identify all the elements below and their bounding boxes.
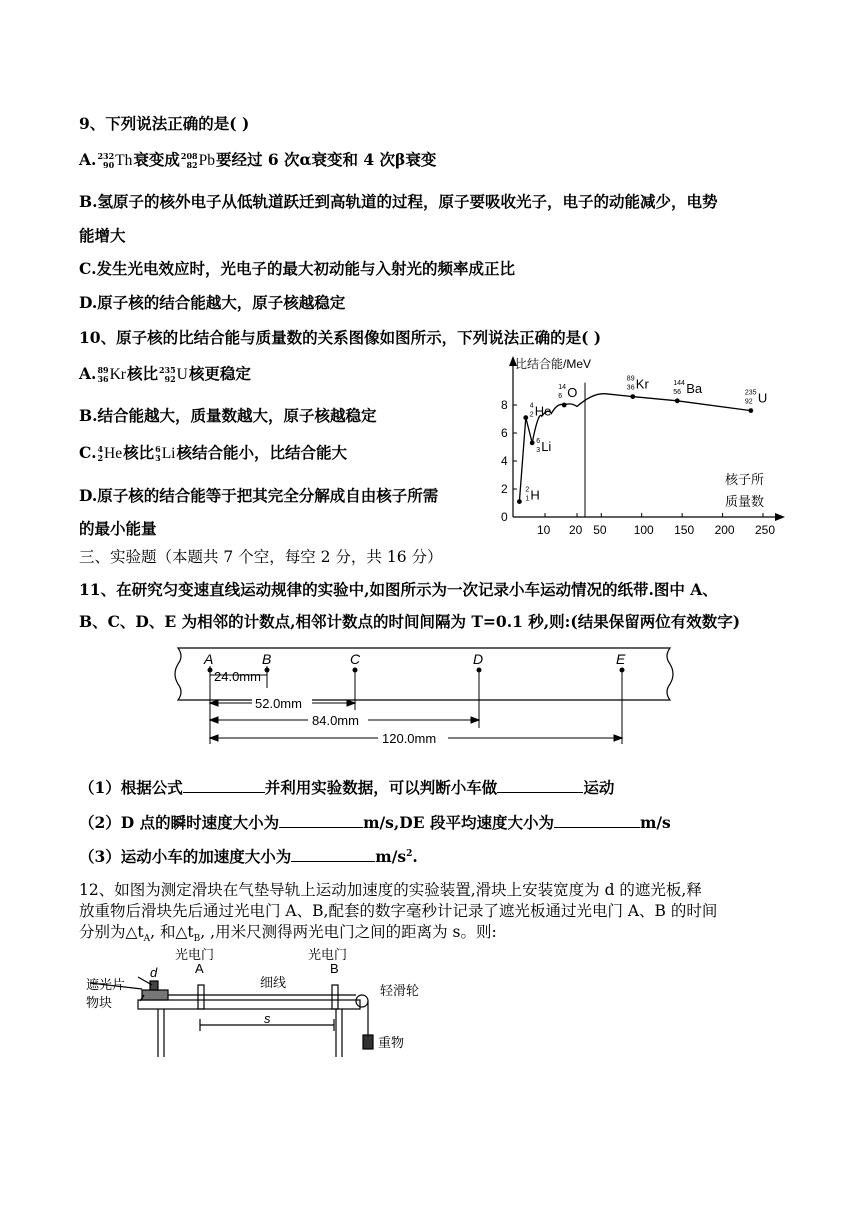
- gate-a-label: 光电门: [175, 947, 215, 962]
- air-track-figure: [80, 945, 500, 1065]
- q12-line1: 12、如图为测定滑块在气垫导轨上运动加速度的实验装置,滑块上安装宽度为 d 的遮光板,释: [79, 881, 702, 899]
- chart-label-ba: Ba: [686, 380, 703, 396]
- chart-label-o: O: [567, 385, 578, 400]
- chart-label-mass-li: 6: [536, 437, 541, 445]
- q10-option-d-line2: 的最小能量: [79, 519, 157, 538]
- string-label: 细线: [260, 975, 287, 990]
- slider-block: [142, 990, 168, 1000]
- q10-option-b: B.结合能越大，质量数越大，原子核越稳定: [79, 406, 377, 425]
- q11-part1: （1）根据公式 并利用实验数据，可以判断小车做 运动: [79, 778, 615, 797]
- chart-xtick-4: 150: [674, 523, 695, 537]
- tape-dist-52: 52.0mm: [255, 696, 302, 711]
- q11-blank-vd[interactable]: [279, 813, 363, 828]
- q11-blank-motion[interactable]: [497, 778, 583, 793]
- tape-dist-24: 24.0mm: [214, 669, 261, 684]
- gate-a-letter: A: [195, 961, 204, 976]
- q11-blank-accel[interactable]: [291, 847, 375, 862]
- q10-iso-kr: 89 36 Kr: [97, 365, 126, 384]
- pulley: [356, 995, 368, 1007]
- tape-label-b: B: [262, 651, 272, 667]
- chart-xtick-6: 250: [755, 523, 776, 537]
- chart-label-u: U: [757, 390, 768, 406]
- gate-a-post: [198, 985, 204, 1009]
- chart-label-mass-ba: 144: [673, 379, 685, 387]
- chart-label-z-u: 92: [744, 398, 753, 406]
- chart-ylabel: 比结合能/MeV: [515, 357, 592, 371]
- chart-label-h: H: [530, 487, 540, 503]
- q9-stem: 9、下列说法正确的是( ): [79, 114, 250, 133]
- tape-label-c: C: [350, 651, 361, 667]
- q9-iso-th: 232 90 Th: [97, 151, 133, 170]
- tape-label-e: E: [616, 651, 626, 667]
- tape-dot-e: [620, 668, 625, 673]
- chart-ytick-1: 2: [501, 482, 508, 496]
- q9-option-b-line1: B.氢原子的核外电子从低轨道跃迁到高轨道的过程，原子要吸收光子，电子的动能减少，电势: [79, 192, 718, 211]
- chart-label-kr: Kr: [635, 376, 649, 392]
- shade-plate: [150, 981, 158, 990]
- chart-x-arrow: [775, 513, 785, 521]
- tape-dot-d: [477, 668, 482, 673]
- chart-label-mass-he: 4: [529, 402, 534, 410]
- q11-blank-vde[interactable]: [554, 813, 640, 828]
- chart-label-mass-o: 14: [558, 384, 566, 391]
- tape-points: [203, 651, 626, 673]
- chart-point-kr: [630, 394, 635, 399]
- chart-point-ba: [675, 398, 680, 403]
- q10-iso-he: 4 2 He: [97, 444, 123, 463]
- chart-xtick-2: 50: [593, 523, 607, 537]
- chart-xtick-3: 100: [633, 523, 654, 537]
- chart-ytick-2: 4: [501, 454, 508, 468]
- chart-ytick-4: 8: [501, 398, 508, 412]
- chart-point-he: [523, 415, 528, 420]
- chart-label-mass-u: 235: [744, 389, 757, 397]
- chart-xlabel-2: 质量数: [725, 494, 765, 509]
- q9-option-a: A. 232 90 Th 衰变成 208 82 Pb 要经过 6 次α衰变和 4 次β衰变: [79, 150, 437, 170]
- chart-label-z-kr: 36: [626, 384, 635, 392]
- chart-label-z-o: 6: [558, 393, 563, 400]
- chart-label-z-h: 1: [525, 495, 530, 503]
- q9-a-label: A.: [79, 150, 97, 169]
- q9-iso-pb: 208 82 Pb: [180, 151, 215, 170]
- chart-point-o: [562, 403, 567, 408]
- q9-option-d: D.原子核的结合能越大，原子核越稳定: [79, 293, 346, 312]
- chart-point-li: [530, 440, 535, 445]
- chart-label-he: He: [534, 403, 552, 419]
- binding-energy-chart: [487, 352, 787, 542]
- tape-dist-84: 84.0mm: [312, 713, 359, 728]
- gate-b-label: 光电门: [308, 947, 348, 962]
- q10-option-a: A. 89 36 Kr 核比 235 92 U 核更稳定: [79, 364, 251, 384]
- chart-ytick-0: 0: [501, 510, 508, 524]
- weight: [363, 1035, 373, 1049]
- chart-label-li: Li: [541, 438, 552, 454]
- chart-xlabel-1: 核子所: [725, 472, 765, 487]
- q12-line3: 分别为$\triangle t_A$, 和$\triangle t_B$, ,用米尺测得两光电门之间的距离为 s。则:: [79, 923, 497, 945]
- chart-xtick-5: 200: [714, 523, 735, 537]
- tape-dot-c: [353, 668, 358, 673]
- gate-b-post: [332, 985, 338, 1009]
- paper-tape-figure: [170, 640, 680, 752]
- q11-stem-line2: B、C、D、E 为相邻的计数点,相邻计数点的时间间隔为 T=0.1 秒,则:(结果保留两位有效数字): [79, 612, 741, 631]
- pulley-label: 轻滑轮: [380, 983, 420, 998]
- tape-label-a: A: [204, 651, 214, 667]
- s-label: s: [264, 1011, 271, 1026]
- chart-xtick-1: 20: [569, 523, 583, 537]
- q9-option-c: C.发生光电效应时，光电子的最大初动能与入射光的频率成正比: [79, 259, 515, 278]
- q9-option-b-line2: 能增大: [79, 226, 126, 245]
- chart-label-z-ba: 56: [673, 388, 682, 396]
- chart-point-u: [748, 408, 753, 413]
- weight-label: 重物: [378, 1035, 405, 1050]
- chart-point-h: [517, 499, 522, 504]
- q10-iso-u: 235 92 U: [158, 365, 188, 384]
- chart-label-z-li: 3: [536, 446, 541, 454]
- q10-stem: 10、原子核的比结合能与质量数的关系图像如图所示，下列说法正确的是( ): [79, 328, 602, 347]
- chart-label-mass-kr: 89: [626, 375, 635, 383]
- q11-blank-formula[interactable]: [183, 778, 265, 793]
- q10-option-c: C. 4 2 He 核比 6 3 Li 核结合能小，比结合能大: [79, 443, 348, 463]
- section-3-heading: 三、实验题（本题共 7 个空，每空 2 分，共 16 分）: [79, 548, 443, 566]
- chart-label-mass-h: 2: [525, 486, 530, 494]
- gate-b-letter: B: [330, 961, 339, 976]
- q10-option-d-line1: D.原子核的结合能等于把其完全分解成自由核子所需: [79, 486, 439, 505]
- q11-part3: （3）运动小车的加速度大小为 $m/s^2$.: [79, 847, 418, 866]
- tape-dist-120: 120.0mm: [382, 731, 437, 746]
- q12-line2: 放重物后滑块先后通过光电门 A、B,配套的数字毫秒计记录了遮光板通过光电门 A、B 的时间: [79, 902, 718, 920]
- q10-iso-li: 6 3 Li: [155, 444, 176, 463]
- d-label: d: [150, 965, 158, 980]
- q11-part2: （2）D 点的瞬时速度大小为 m/s,DE 段平均速度大小为 m/s: [79, 813, 671, 832]
- chart-xtick-0: 10: [537, 523, 551, 537]
- track-beam: [138, 1000, 360, 1009]
- shade-label: 遮光片: [86, 977, 126, 992]
- q11-stem-line1: 11、在研究匀变速直线运动规律的实验中,如图所示为一次记录小车运动情况的纸带.图中 A、: [79, 580, 718, 599]
- chart-curve: [519, 394, 750, 502]
- chart-ytick-3: 6: [501, 426, 508, 440]
- block-label: 物块: [86, 995, 113, 1010]
- chart-label-z-he: 2: [529, 411, 534, 419]
- tape-label-d: D: [473, 651, 484, 667]
